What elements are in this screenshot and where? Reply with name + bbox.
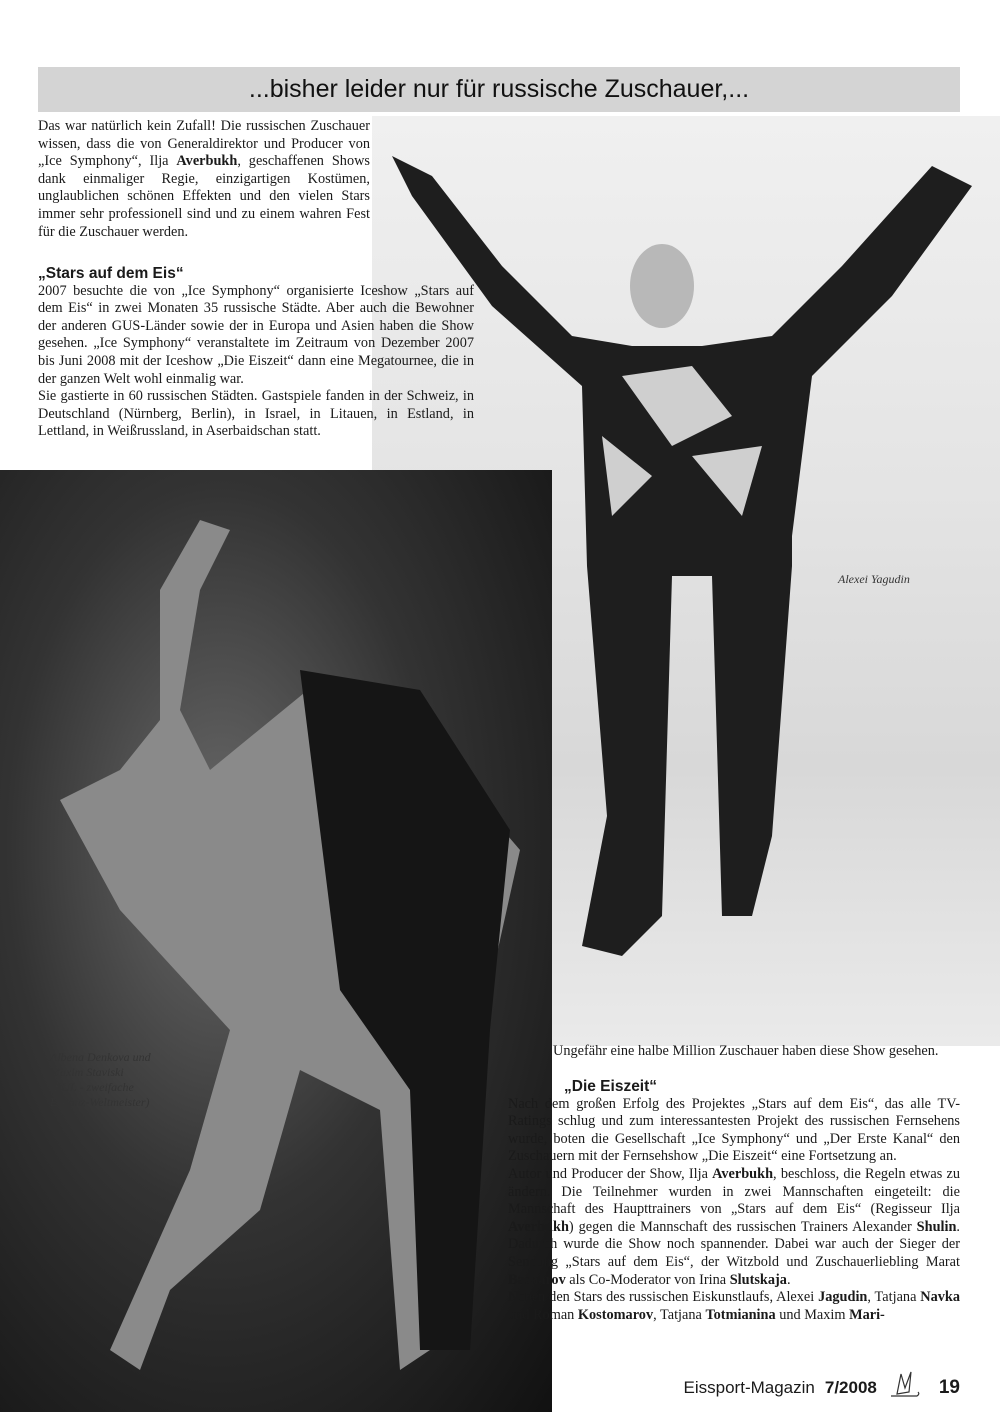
bold-name: Navka	[920, 1289, 960, 1306]
text-run: Das war natürlich kein Zufall! Die russischen Zuschauer wissen, dass die von Generaldirektor und Producer von „Ice Symphony“, Ilja	[38, 118, 370, 170]
bold-name: Jagudin	[818, 1289, 868, 1306]
audience-line: Ungefähr eine halbe Million Zuschauer haben diese Show gesehen.	[553, 1043, 939, 1059]
issue-number: 7/2008	[824, 1377, 877, 1397]
text-run: ) gegen die Mannschaft des russischen Trainers Alexander	[568, 1218, 917, 1235]
bold-name: Averbukh	[508, 1218, 569, 1235]
caption-line: Eistanz-Weltmeister)	[50, 1095, 150, 1109]
text-run: , Tatjana	[653, 1306, 706, 1323]
text-run: Nach dem großen Erfolg des Projektes „Stars auf dem Eis“, das alle TV-Ratings schlug und zum interessantesten Projekt des russischen Fernsehens wurde, boten die Gesellschaft „Ice Symphony“ und „Der Erste Kanal“ den Zuschauern mit der Fernsehshow „Die Eiszeit“ eine Fortsetzung an.	[508, 1095, 960, 1165]
section-body	[508, 1096, 960, 1325]
bold-name: Shulin	[916, 1218, 957, 1235]
text-run: und Maxim	[775, 1306, 850, 1323]
text-run: 2007 besuchte die von „Ice Symphony“ organisierte Iceshow „Stars auf dem Eis“ in zwei Monaten 35 russische Städte. Aber auch die Bewohner der anderen GUS-Länder sowie der in Europa und Asien haben die Show gesehen. „Ice Symphony“ veranstaltete im Zeitraum von Dezember 2007 bis Juni 2008 mit der Iceshow „Die Eiszeit“ dann eine Megatournee, die in der ganzen Welt wohl einmalig war.	[38, 282, 474, 387]
bold-name: Basharov	[508, 1271, 566, 1288]
text-run: Neben den Stars des russischen Eiskunstlaufs, Alexei	[508, 1289, 819, 1306]
caption-line: Maxim Staviski	[50, 1065, 124, 1079]
paragraph	[508, 1096, 960, 1166]
magazine-name: Eissport-Magazin	[683, 1377, 815, 1397]
text-run: , geschaffenen Shows dank einmaliger Regie, einzigartigen Kostümen, unglaublichen schönen Effekten und den vielen Stars immer sehr professionell sind und zu einem wahren Fest für die Zuschauer werden.	[38, 153, 370, 240]
paragraph	[38, 283, 474, 389]
bold-name: Averbukh	[176, 153, 238, 170]
text-run: und Roman	[508, 1306, 578, 1323]
bold-name: Averbukh	[712, 1165, 774, 1182]
section-banner	[38, 67, 960, 112]
bold-name: Slutskaja	[729, 1271, 787, 1288]
caption-yagudin: Alexei Yagudin	[838, 572, 910, 586]
text-run: .	[786, 1271, 791, 1288]
text-run: . Dadurch wurde die Show noch spannender. Dabei war auch der Sieger der Sendung „Stars auf dem Eis“, der Witzbold und Zuschauerliebling Marat	[508, 1218, 960, 1270]
banner-text: ...bisher leider nur für russische Zuschauer,...	[248, 75, 750, 103]
paragraph	[508, 1166, 960, 1289]
photo-denkova-staviski	[0, 470, 552, 1412]
text-run: als Co-Moderator von Irina	[565, 1271, 730, 1288]
section-heading: „Die Eiszeit“	[564, 1078, 658, 1095]
section-heading: „Stars auf dem Eis“	[38, 265, 184, 282]
bold-name: Mari-	[849, 1306, 885, 1323]
bold-name: Kostomarov	[577, 1306, 654, 1323]
caption-line: Albena Denkova und	[50, 1050, 151, 1064]
text-run: , Tatjana	[867, 1289, 921, 1306]
section-die-eiszeit	[508, 1068, 960, 1324]
section-stars-auf-dem-eis	[38, 255, 474, 441]
skater-logo-icon	[887, 1370, 921, 1405]
paragraph	[508, 1289, 960, 1324]
text-run: , beschloss, die Regeln etwas zu ändern. Die Teilnehmer wurden in zwei Mannschaften eingeteilt: die Mannschaft des Haupttrainers von „Stars auf dem Eis“ (Regisseur Ilja	[508, 1165, 960, 1218]
paragraph	[38, 118, 370, 241]
text-run: Autor und Producer der Show, Ilja	[508, 1165, 713, 1182]
caption-dancers	[50, 1050, 151, 1110]
caption-line: (BUL - zweifache	[50, 1080, 134, 1094]
section-body	[38, 283, 474, 441]
text-run: Sie gastierte in 60 russischen Städten. Gastspiele fanden in der Schweiz, in Deutschland (Nürnberg, Berlin), in Israel, in Litauen, in Estland, in Lettland, in Weißrussland, in Aserbaidschan statt.	[38, 388, 474, 440]
paragraph	[38, 388, 474, 441]
page-number: 19	[938, 1376, 960, 1398]
intro-text	[38, 118, 370, 241]
page-footer	[684, 1370, 960, 1405]
bold-name: Totmianina	[705, 1306, 776, 1323]
